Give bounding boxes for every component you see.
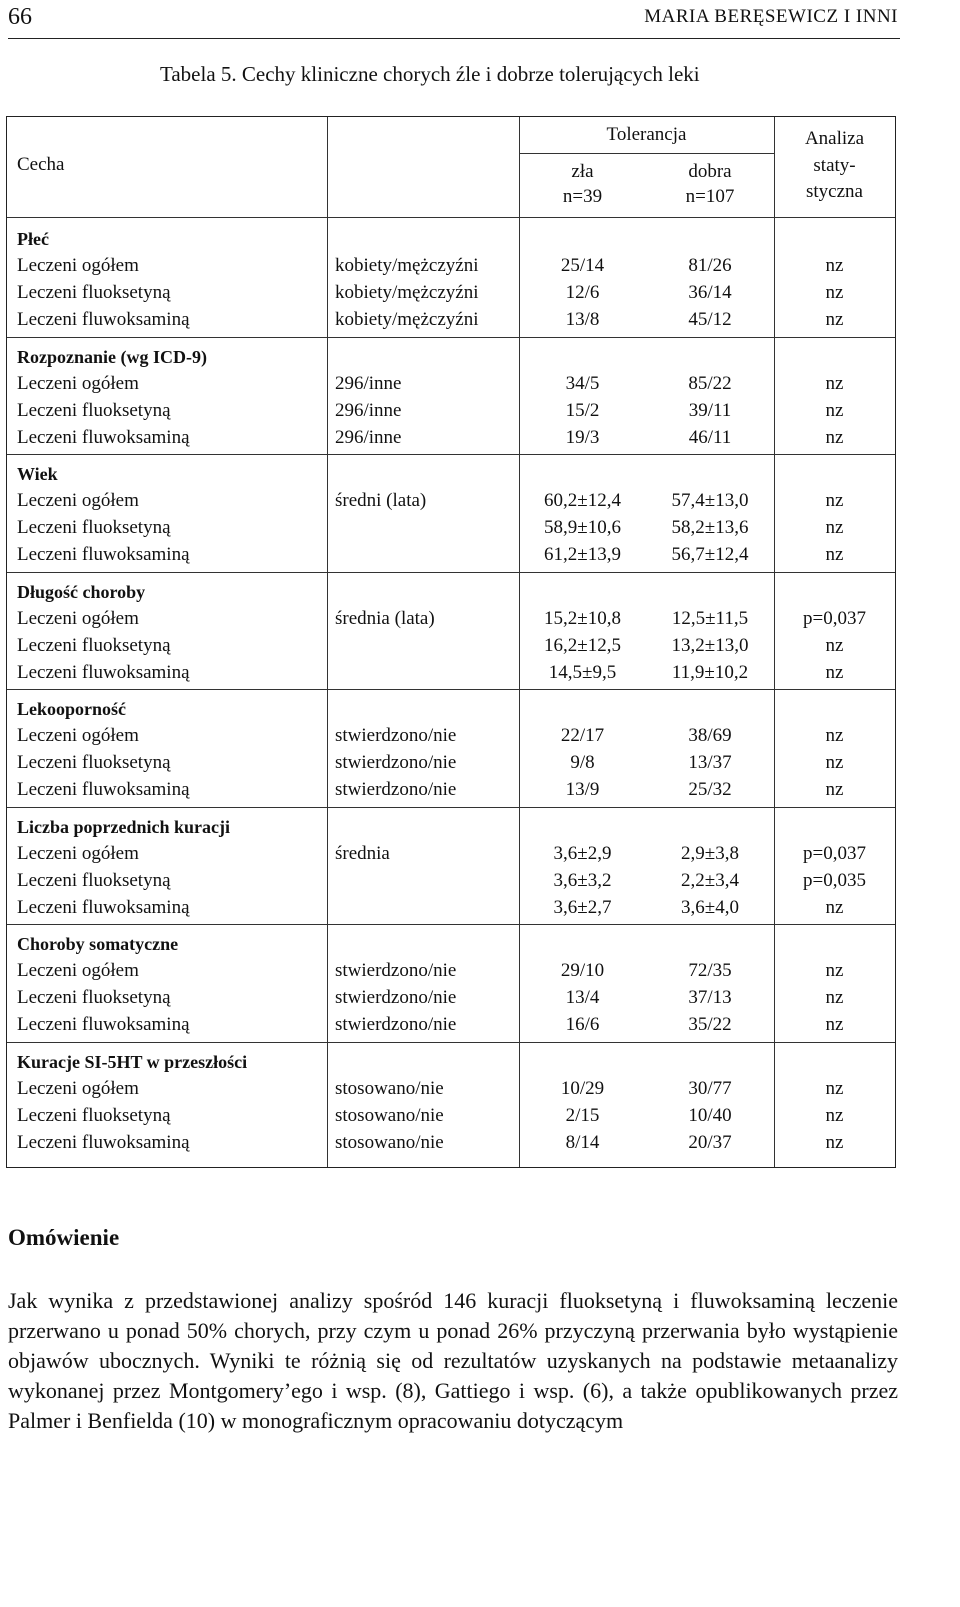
row-dobra-value: 57,4±13,0 — [671, 490, 749, 511]
row-label: Leczeni ogółem — [17, 490, 139, 511]
section-title: Kuracje SI-5HT w przeszłości — [17, 1051, 248, 1072]
row-zla-value: 10/29 — [560, 1077, 605, 1099]
row-zla-value: 8/14 — [565, 1131, 600, 1153]
row-stat-value: nz — [825, 661, 844, 683]
header-rule — [8, 38, 900, 39]
page-header — [8, 4, 898, 36]
row-label: Leczeni fluwoksaminą — [17, 426, 190, 448]
section-divider — [7, 689, 895, 690]
row-dobra-value: 46/11 — [688, 426, 732, 448]
row-label: Leczeni fluoksetyną — [17, 634, 171, 656]
row-dobra-value: 3,6±4,0 — [681, 896, 739, 918]
header-bottom-rule — [7, 217, 895, 218]
row-unit: stosowano/nie — [335, 1077, 444, 1099]
row-stat-value: nz — [825, 490, 844, 511]
row-dobra-value: 20/37 — [688, 1131, 732, 1153]
row-dobra-value: 45/12 — [688, 309, 732, 330]
section-title: Wiek — [17, 464, 58, 484]
row-stat-value: nz — [825, 779, 844, 800]
section-divider — [7, 807, 895, 808]
row-label: Leczeni fluoksetyną — [17, 869, 171, 891]
row-unit: 296/inne — [335, 399, 402, 421]
row-dobra-value: 11,9±10,2 — [671, 661, 749, 683]
row-zla-value: 15,2±10,8 — [544, 607, 621, 629]
row-stat-value: nz — [825, 282, 844, 303]
header-tolerancja: Tolerancja — [606, 124, 687, 145]
row-zla-value: 12/6 — [565, 282, 600, 303]
row-label: Leczeni fluwoksaminą — [17, 544, 190, 565]
row-label: Leczeni ogółem — [17, 725, 139, 746]
row-dobra-value: 25/32 — [688, 779, 732, 800]
row-dobra-value: 56,7±12,4 — [671, 544, 749, 565]
section-divider — [7, 1042, 895, 1043]
row-stat-value: nz — [825, 399, 844, 421]
row-dobra-value: 36/14 — [688, 282, 732, 303]
row-zla-value: 14,5±9,5 — [548, 661, 617, 683]
row-unit: kobiety/mężczyźni — [335, 282, 479, 303]
page-number: 66 — [8, 4, 32, 30]
row-unit: stosowano/nie — [335, 1131, 444, 1153]
row-dobra-value: 58,2±13,6 — [671, 517, 749, 538]
row-unit: stwierdzono/nie — [335, 1014, 457, 1035]
row-stat-value: p=0,037 — [803, 842, 866, 864]
header-cecha: Cecha — [17, 154, 65, 175]
row-dobra-value: 81/26 — [688, 255, 732, 276]
row-zla-value: 13/4 — [565, 987, 600, 1008]
row-unit: stosowano/nie — [335, 1104, 444, 1126]
header-dobra: dobra — [688, 161, 732, 182]
row-unit: średnia (lata) — [335, 607, 435, 629]
row-zla-value: 25/14 — [560, 255, 605, 276]
row-stat-value: nz — [825, 960, 844, 981]
row-stat-value: nz — [825, 1077, 844, 1099]
section-title: Długość choroby — [17, 581, 146, 602]
row-stat-value: nz — [825, 896, 844, 918]
header-analiza: Analiza — [804, 128, 865, 149]
row-unit: średni (lata) — [335, 490, 427, 511]
row-dobra-value: 72/35 — [688, 960, 732, 981]
row-stat-value: nz — [825, 752, 844, 773]
header-analiza-2: staty- — [813, 155, 856, 176]
row-label: Leczeni fluoksetyną — [17, 517, 171, 538]
row-label: Leczeni ogółem — [17, 607, 139, 629]
row-stat-value: nz — [825, 426, 844, 448]
row-unit: kobiety/mężczyźni — [335, 309, 479, 330]
row-label: Leczeni fluwoksaminą — [17, 1014, 190, 1035]
row-zla-value: 9/8 — [570, 752, 595, 773]
row-label: Leczeni fluwoksaminą — [17, 309, 190, 330]
row-zla-value: 13/9 — [565, 779, 600, 800]
row-zla-value: 13/8 — [565, 309, 600, 330]
row-dobra-value: 12,5±11,5 — [671, 607, 749, 629]
section-divider — [7, 454, 895, 455]
row-zla-value: 29/10 — [560, 960, 605, 981]
row-label: Leczeni ogółem — [17, 960, 139, 981]
row-dobra-value: 30/77 — [688, 1077, 732, 1099]
tolerancja-rule — [519, 153, 774, 154]
row-dobra-value: 2,9±3,8 — [681, 842, 739, 864]
row-unit: stwierdzono/nie — [335, 725, 457, 746]
row-dobra-value: 38/69 — [688, 725, 732, 746]
row-unit: średnia — [335, 842, 390, 864]
section-title: Płeć — [17, 229, 49, 249]
section-divider — [7, 337, 895, 338]
section-title: Rozpoznanie (wg ICD-9) — [17, 346, 207, 367]
row-stat-value: nz — [825, 1014, 844, 1035]
row-unit: stwierdzono/nie — [335, 987, 457, 1008]
section-title: Liczba poprzednich kuracji — [17, 816, 231, 837]
row-stat-value: nz — [825, 517, 844, 538]
row-zla-value: 19/3 — [565, 426, 600, 448]
section-title: Choroby somatyczne — [17, 934, 179, 954]
row-label: Leczeni ogółem — [17, 842, 139, 864]
column-divider — [327, 117, 328, 1167]
row-stat-value: nz — [825, 1131, 844, 1153]
row-zla-value: 3,6±3,2 — [553, 869, 612, 891]
row-zla-value: 15/2 — [565, 399, 600, 421]
row-zla-value: 2/15 — [565, 1104, 600, 1126]
row-stat-value: nz — [825, 634, 844, 656]
row-label: Leczeni fluoksetyną — [17, 282, 171, 303]
section-divider — [7, 924, 895, 925]
row-label: Leczeni fluwoksaminą — [17, 896, 190, 918]
row-zla-value: 58,9±10,6 — [544, 517, 621, 538]
row-dobra-value: 35/22 — [688, 1014, 732, 1035]
row-label: Leczeni fluoksetyną — [17, 399, 171, 421]
row-stat-value: nz — [825, 1104, 844, 1126]
section-divider — [7, 572, 895, 573]
row-zla-value: 3,6±2,9 — [553, 842, 612, 864]
header-zla: zła — [571, 161, 594, 182]
row-label: Leczeni fluwoksaminą — [17, 1131, 190, 1153]
row-stat-value: nz — [825, 255, 844, 276]
row-stat-value: nz — [825, 725, 844, 746]
header-zla-n: n=39 — [562, 186, 603, 207]
row-zla-value: 22/17 — [560, 725, 605, 746]
row-stat-value: nz — [825, 544, 844, 565]
table-caption: Tabela 5. Cechy kliniczne chorych źle i dobrze tolerujących leki — [160, 62, 700, 86]
row-label: Leczeni fluoksetyną — [17, 752, 171, 773]
row-dobra-value: 85/22 — [688, 372, 732, 394]
header-analiza-3: styczna — [806, 181, 863, 202]
row-zla-value: 61,2±13,9 — [544, 544, 621, 565]
row-stat-value: nz — [825, 987, 844, 1008]
header-dobra-n: n=107 — [685, 186, 735, 207]
row-dobra-value: 39/11 — [688, 399, 732, 421]
section-title: Lekooporność — [17, 699, 127, 719]
row-stat-value: nz — [825, 309, 844, 330]
row-stat-value: nz — [825, 372, 844, 394]
row-unit: 296/inne — [335, 426, 402, 448]
row-zla-value: 34/5 — [565, 372, 600, 394]
row-label: Leczeni ogółem — [17, 255, 139, 276]
row-zla-value: 60,2±12,4 — [544, 490, 621, 511]
row-label: Leczeni fluoksetyną — [17, 987, 171, 1008]
row-dobra-value: 37/13 — [688, 987, 732, 1008]
row-dobra-value: 2,2±3,4 — [681, 869, 739, 891]
clinical-features-table — [6, 116, 896, 1168]
row-label: Leczeni ogółem — [17, 372, 139, 394]
row-unit: stwierdzono/nie — [335, 960, 457, 981]
row-label: Leczeni ogółem — [17, 1077, 139, 1099]
row-label: Leczeni fluoksetyną — [17, 1104, 171, 1126]
section-heading-omowienie: Omówienie — [8, 1225, 120, 1250]
row-dobra-value: 10/40 — [688, 1104, 732, 1126]
row-label: Leczeni fluwoksaminą — [17, 661, 190, 683]
row-zla-value: 3,6±2,7 — [553, 896, 612, 918]
row-unit: kobiety/mężczyźni — [335, 255, 479, 276]
row-unit: stwierdzono/nie — [335, 779, 457, 800]
row-stat-value: p=0,035 — [803, 869, 866, 891]
row-dobra-value: 13,2±13,0 — [671, 634, 749, 656]
running-head: MARIA BERĘSEWICZ I INNI — [644, 6, 898, 27]
row-unit: stwierdzono/nie — [335, 752, 457, 773]
row-zla-value: 16,2±12,5 — [544, 634, 621, 656]
row-unit: 296/inne — [335, 372, 402, 394]
row-stat-value: p=0,037 — [803, 607, 866, 629]
row-dobra-value: 13/37 — [688, 752, 732, 773]
discussion-paragraph: Jak wynika z przedstawionej analizy spośród 146 kuracji fluoksetyną i fluwoksaminą leczenie przerwano u ponad 50% chorych, przy czym u ponad 26% przyczyną przerwania było wystąpienie objawów ubocznych. Wyniki te różnią się od rezultatów uzyskanych na podstawie metaanalizy wykonanej przez Montgomery’ego i wsp. (8), Gattiego i wsp. (6), a także opublikowanych przez Palmer i Benfielda (10) w monograficznym opracowaniu dotyczącym — [8, 1288, 898, 1433]
row-label: Leczeni fluwoksaminą — [17, 779, 190, 800]
row-zla-value: 16/6 — [565, 1014, 600, 1035]
